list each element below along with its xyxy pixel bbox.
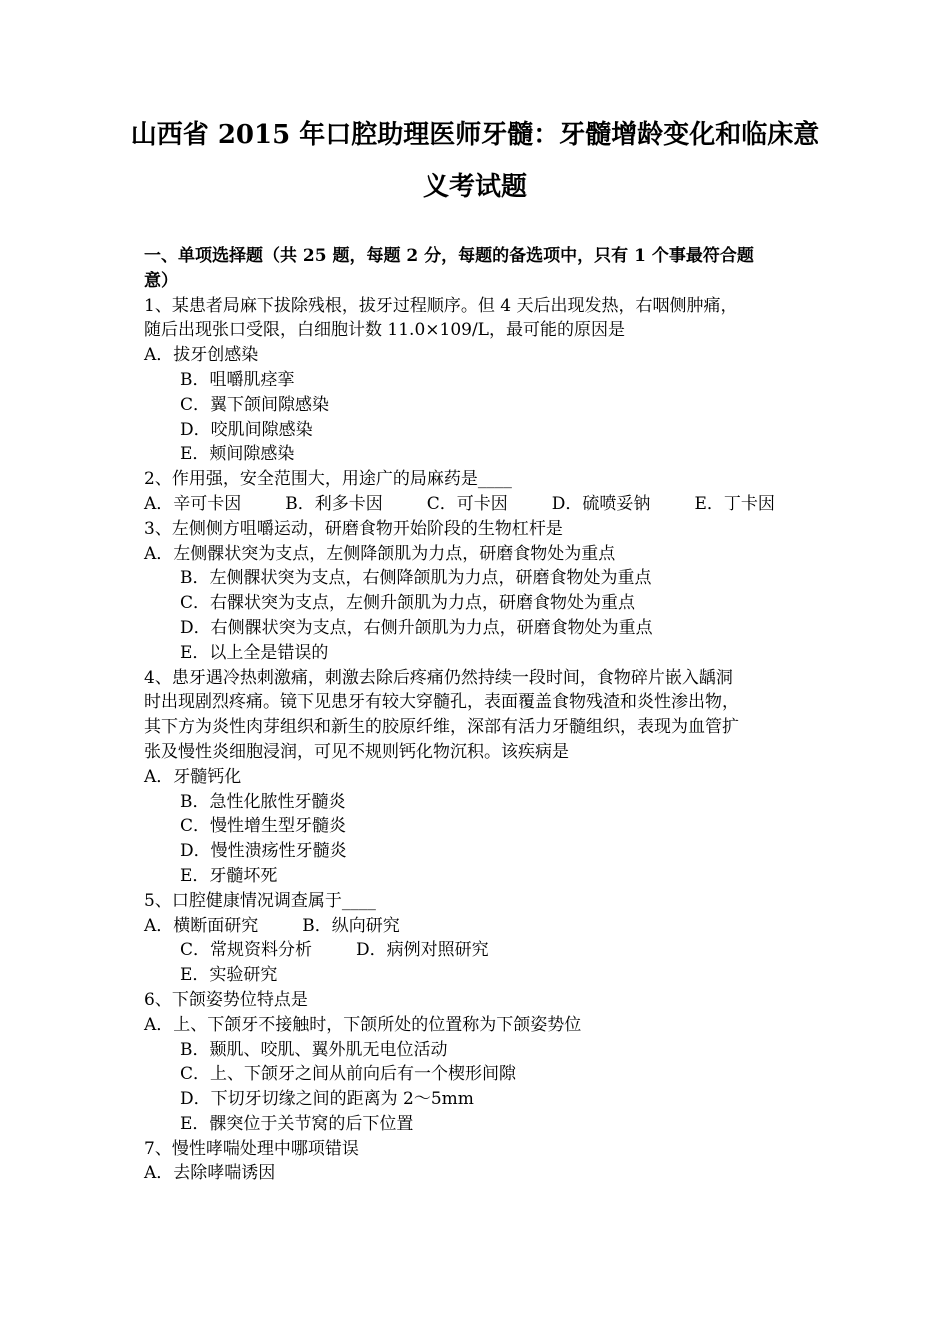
question-1-option-a: A．拔牙创感染 bbox=[144, 345, 259, 366]
question-2-options bbox=[144, 492, 824, 517]
question-6-option-c: C．上、下颌牙之间从前向后有一个楔形间隙 bbox=[180, 1064, 517, 1085]
question-4-option-c: C．慢性增生型牙髓炎 bbox=[180, 816, 347, 837]
document-title-line-1: 山西省 2015 年口腔助理医师牙髓：牙髓增龄变化和临床意 bbox=[130, 120, 820, 150]
question-3-stem: 3、左侧侧方咀嚼运动，研磨食物开始阶段的生物杠杆是 bbox=[144, 518, 563, 539]
question-5-option-b: B．纵向研究 bbox=[302, 915, 400, 936]
question-6-option-b: B．颞肌、咬肌、翼外肌无电位活动 bbox=[180, 1039, 448, 1060]
question-3-option-e: E．以上全是错误的 bbox=[180, 642, 329, 663]
question-4-option-b: B．急性化脓性牙髓炎 bbox=[180, 791, 346, 812]
question-1-stem-cont: 随后出现张口受限，白细胞计数 11.0×109/L，最可能的原因是 bbox=[144, 320, 625, 341]
question-6-option-e: E．髁突位于关节窝的后下位置 bbox=[180, 1113, 414, 1134]
question-6-stem: 6、下颌姿势位特点是 bbox=[144, 989, 308, 1010]
question-3-option-a: A．左侧髁状突为支点，左侧降颌肌为力点，研磨食物处为重点 bbox=[144, 543, 616, 564]
question-5-options-row-2 bbox=[144, 938, 824, 963]
section-heading-cont: 意） bbox=[144, 270, 178, 291]
question-5-option-d: D．病例对照研究 bbox=[356, 940, 489, 961]
question-2-option-d: D．硫喷妥钠 bbox=[551, 493, 651, 514]
question-1-option-c: C．翼下颌间隙感染 bbox=[180, 394, 330, 415]
section-heading: 一、单项选择题（共 25 题，每题 2 分，每题的备选项中，只有 1 个事最符合题 bbox=[144, 246, 754, 266]
question-5-option-e: E．实验研究 bbox=[180, 965, 278, 986]
question-2-option-a: A．辛可卡因 bbox=[144, 493, 242, 514]
question-1-option-b: B．咀嚼肌痉挛 bbox=[180, 369, 295, 390]
question-1-stem: 1、某患者局麻下拔除残根，拔牙过程顺序。但 4 天后出现发热，右咽侧肿痛， bbox=[144, 295, 738, 316]
question-2-option-e: E．丁卡因 bbox=[694, 493, 775, 514]
question-6-option-d: D．下切牙切缘之间的距离为 2～5mm bbox=[180, 1089, 474, 1110]
question-4-option-a: A．牙髓钙化 bbox=[144, 766, 242, 787]
question-5-options-row-1 bbox=[144, 914, 824, 939]
question-1-option-e: E．颊间隙感染 bbox=[180, 444, 295, 465]
question-2-stem: 2、作用强，安全范围大，用途广的局麻药是____ bbox=[144, 469, 512, 490]
question-3-option-b: B．左侧髁状突为支点，右侧降颌肌为力点，研磨食物处为重点 bbox=[180, 568, 652, 589]
question-3-option-c: C．右髁状突为支点，左侧升颌肌为力点，研磨食物处为重点 bbox=[180, 593, 636, 614]
document-title-line-2: 义考试题 bbox=[422, 172, 527, 202]
question-1-option-d: D．咬肌间隙感染 bbox=[180, 419, 313, 440]
question-4-stem-cont-1: 时出现剧烈疼痛。镜下见患牙有较大穿髓孔，表面覆盖食物残渣和炎性渗出物， bbox=[144, 692, 739, 713]
question-5-stem: 5、口腔健康情况调查属于____ bbox=[144, 890, 376, 911]
question-4-option-e: E．牙髓坏死 bbox=[180, 865, 278, 886]
question-4-option-d: D．慢性溃疡性牙髓炎 bbox=[180, 841, 347, 862]
question-6-option-a: A．上、下颌牙不接触时，下颌所处的位置称为下颌姿势位 bbox=[144, 1014, 582, 1035]
question-4-stem: 4、患牙遇冷热刺激痛，刺激去除后疼痛仍然持续一段时间，食物碎片嵌入龋洞 bbox=[144, 667, 733, 688]
question-5-option-c: C．常规资料分析 bbox=[180, 940, 313, 961]
question-7-option-a: A．去除哮喘诱因 bbox=[144, 1163, 276, 1184]
question-5-option-a: A．横断面研究 bbox=[144, 915, 259, 936]
question-7-stem: 7、慢性哮喘处理中哪项错误 bbox=[144, 1138, 359, 1159]
question-2-option-c: C．可卡因 bbox=[426, 493, 508, 514]
question-2-option-b: B．利多卡因 bbox=[285, 493, 383, 514]
document-body bbox=[144, 244, 824, 1186]
question-3-option-d: D．右侧髁状突为支点，右侧升颌肌为力点，研磨食物处为重点 bbox=[180, 617, 653, 638]
question-4-stem-cont-3: 张及慢性炎细胞浸润，可见不规则钙化物沉积。该疾病是 bbox=[144, 741, 569, 762]
question-4-stem-cont-2: 其下方为炎性肉芽组织和新生的胶原纤维，深部有活力牙髓组织，表现为血管扩 bbox=[144, 717, 739, 738]
